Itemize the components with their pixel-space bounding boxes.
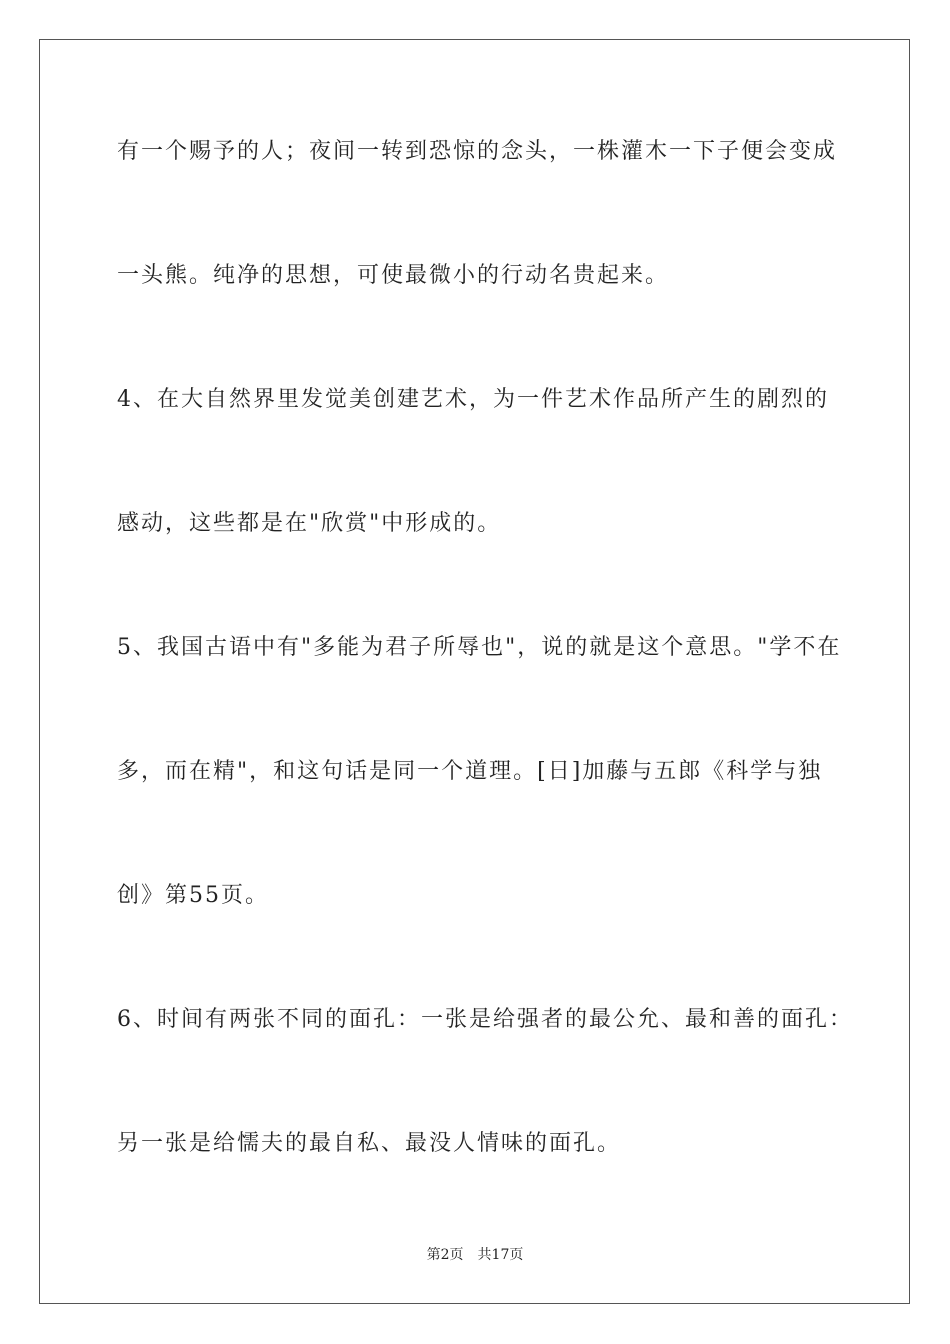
page-footer [0, 1245, 950, 1265]
page-border [39, 39, 910, 1304]
text-line: 5、我国古语中有"多能为君子所辱也"，说的就是这个意思。"学不在 [117, 635, 842, 660]
text-line: 6、时间有两张不同的面孔：一张是给强者的最公允、最和善的面孔： [117, 1007, 853, 1032]
page-number: 第2页 [426, 1247, 464, 1263]
text-line: 一头熊。纯净的思想，可使最微小的行动名贵起来。 [117, 263, 670, 288]
text-line: 另一张是给懦夫的最自私、最没人情味的面孔。 [117, 1131, 622, 1156]
text-line: 感动，这些都是在"欣赏"中形成的。 [117, 511, 502, 536]
text-line: 有一个赐予的人；夜间一转到恐惊的念头，一株灌木一下子便会变成 [117, 139, 838, 164]
text-line: 多，而在精"，和这句话是同一个道理。[日]加藤与五郎《科学与独 [117, 759, 823, 784]
text-line: 创》第55页。 [117, 883, 269, 908]
text-line: 4、在大自然界里发觉美创建艺术，为一件艺术作品所产生的剧烈的 [117, 387, 829, 412]
page-total: 共17页 [477, 1247, 524, 1263]
